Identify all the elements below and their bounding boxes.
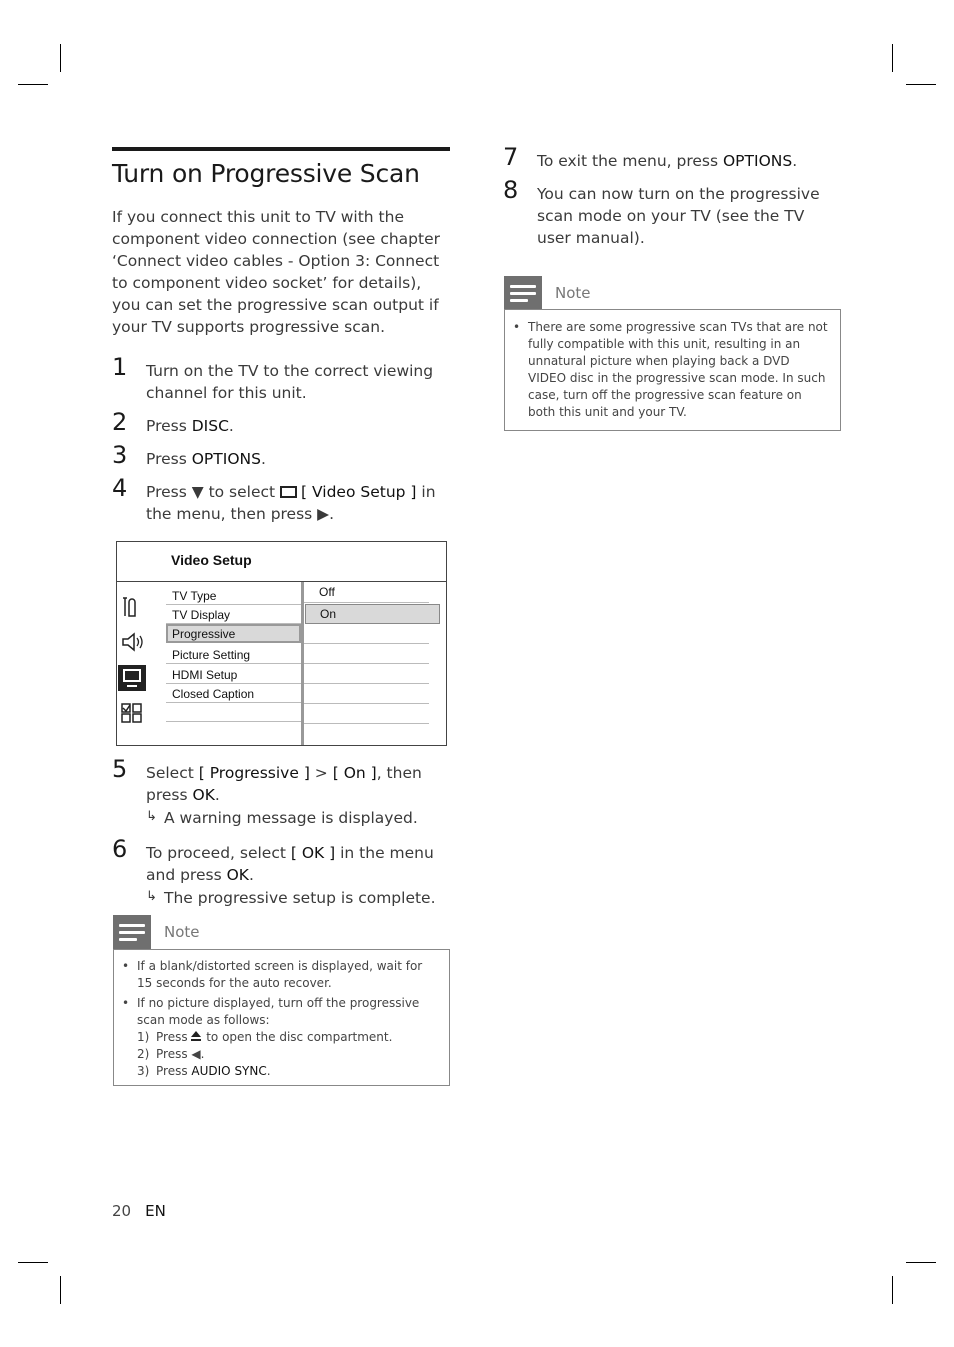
page-footer — [112, 1202, 166, 1220]
text: Select — [146, 764, 199, 782]
text: Press — [156, 1064, 192, 1078]
crop-mark — [60, 44, 61, 72]
menu-item-label: Picture Setting — [172, 648, 251, 662]
step-text — [146, 448, 266, 470]
text: . — [248, 866, 254, 884]
note-header — [113, 915, 450, 949]
option-empty — [304, 704, 429, 724]
audio-setup-icon[interactable] — [120, 631, 144, 653]
video-setup-menu — [116, 541, 447, 746]
key-options: OPTIONS — [191, 450, 261, 468]
key-options: OPTIONS — [722, 152, 793, 170]
result-arrow-icon: ↳ — [146, 809, 157, 824]
video-setup-icon[interactable] — [118, 665, 146, 691]
note-text: If no picture displayed, turn off the progressive scan mode as follows: — [137, 996, 420, 1027]
text: . — [214, 786, 220, 804]
text: . — [792, 152, 798, 170]
note-bullet — [114, 995, 439, 1080]
step-text — [146, 481, 452, 525]
menu-progressive: [ Progressive ] — [198, 764, 310, 782]
note-bullet — [505, 319, 830, 421]
crop-mark — [18, 84, 48, 85]
note-text: If a blank/distorted screen is displayed, wait for 15 seconds for the auto recover. — [137, 959, 423, 990]
menu-header — [117, 542, 446, 582]
option-empty — [304, 624, 429, 644]
video-setup-inline-icon — [280, 486, 297, 498]
result-text: The progressive setup is complete. — [164, 889, 436, 907]
sublist-item — [137, 1046, 439, 1063]
crop-mark — [60, 1276, 61, 1304]
page-title: Turn on Progressive Scan — [112, 147, 450, 188]
option-on-ref: [ On ] — [332, 764, 377, 782]
key-audio-sync: AUDIO SYNC — [191, 1064, 267, 1078]
step-result — [146, 807, 452, 831]
option-empty — [304, 644, 429, 664]
language-code: EN — [145, 1202, 166, 1220]
menu-ok: [ OK ] — [290, 844, 336, 862]
note-bullet — [114, 958, 439, 992]
option-label: On — [320, 607, 337, 621]
crop-mark — [906, 1262, 936, 1263]
option-label: Off — [319, 585, 335, 599]
note-header — [504, 276, 841, 310]
sublist-item — [137, 1029, 439, 1046]
note-icon — [504, 276, 542, 310]
text: , then press — [146, 764, 422, 804]
result-text: A warning message is displayed. — [164, 809, 418, 827]
menu-item-hdmi-setup[interactable] — [166, 665, 301, 684]
sublist-item — [137, 1063, 439, 1080]
page-number: 20 — [112, 1202, 132, 1220]
key-ok: OK — [192, 786, 215, 804]
menu-item-progressive[interactable] — [166, 624, 301, 643]
text: . — [266, 1064, 271, 1078]
text: Press — [156, 1030, 192, 1044]
text: Press — [146, 450, 192, 468]
crop-mark — [892, 44, 893, 72]
option-on[interactable] — [305, 604, 440, 624]
step-number: 8 — [503, 176, 519, 204]
menu-item-label: Progressive — [172, 627, 236, 641]
step-result — [146, 887, 452, 911]
menu-item-picture-setting[interactable] — [166, 645, 301, 664]
text: to open the disc compartment. — [202, 1030, 393, 1044]
step-text — [537, 150, 797, 172]
step-number: 7 — [503, 143, 519, 171]
intro-paragraph: If you connect this unit to TV with the component video connection (see chapter ‘Connect video cables - Option 3: Connect to component video socket’ for details), you can set the progressive scan output if your TV supports progressive scan. — [112, 208, 440, 336]
option-off[interactable] — [304, 583, 429, 603]
option-empty — [304, 664, 429, 684]
menu-item-label: HDMI Setup — [172, 668, 238, 682]
sublist-number: 2) — [137, 1047, 150, 1061]
general-setup-icon[interactable] — [120, 596, 144, 618]
text: in the menu and press — [146, 844, 434, 884]
eject-icon — [191, 1031, 202, 1042]
step-number: 4 — [112, 474, 128, 502]
menu-item-empty — [166, 703, 301, 722]
sublist-number: 3) — [137, 1064, 150, 1078]
text: To proceed, select — [146, 844, 291, 862]
note-box — [504, 309, 841, 431]
text: in the menu, then press ▶. — [146, 483, 436, 523]
note-text: There are some progressive scan TVs that are not fully compatible with this unit, resulting in an unnatural picture when playing back a DVD VIDEO disc in the progressive scan mode. In such case, turn off the progressive scan feature on both this unit and your TV. — [528, 320, 828, 419]
note-label: Note — [164, 923, 200, 941]
menu-video-setup: [ Video Setup ] — [301, 483, 417, 501]
note-box — [113, 949, 450, 1086]
note-icon — [113, 915, 151, 949]
note-label: Note — [555, 284, 591, 302]
text: To exit the menu, press — [537, 152, 723, 170]
text: Press ▼ to select — [146, 483, 281, 501]
text: . — [260, 450, 266, 468]
left-arrow-icon: ◀ — [191, 1047, 201, 1061]
key-disc: DISC — [191, 417, 229, 435]
sublist-number: 1) — [137, 1030, 150, 1044]
preference-setup-icon[interactable] — [120, 702, 144, 724]
menu-item-label: Closed Caption — [172, 687, 255, 701]
menu-title: Video Setup — [171, 552, 252, 568]
result-arrow-icon: ↳ — [146, 889, 157, 904]
option-empty — [304, 684, 429, 704]
step-text — [146, 762, 452, 831]
step-number: 2 — [112, 408, 128, 436]
note-sublist — [137, 1029, 439, 1080]
text: Press — [146, 417, 192, 435]
step-text: Turn on the TV to the correct viewing channel for this unit. — [146, 362, 434, 402]
step-text: You can now turn on the progressive scan mode on your TV (see the TV user manual). — [537, 185, 820, 247]
step-text — [146, 415, 234, 437]
crop-mark — [906, 84, 936, 85]
text: > — [309, 764, 333, 782]
text: . — [200, 1047, 205, 1061]
menu-item-label: TV Type — [172, 589, 217, 603]
step-number: 3 — [112, 441, 128, 469]
menu-item-closed-caption[interactable] — [166, 684, 301, 703]
step-number: 6 — [112, 835, 128, 863]
step-number: 5 — [112, 755, 128, 783]
menu-item-tv-type[interactable] — [166, 586, 301, 605]
crop-mark — [18, 1262, 48, 1263]
step-number: 1 — [112, 353, 128, 381]
text: Press — [156, 1047, 192, 1061]
menu-item-tv-display[interactable] — [166, 605, 301, 624]
text: . — [228, 417, 234, 435]
key-ok: OK — [226, 866, 249, 884]
menu-item-label: TV Display — [172, 608, 231, 622]
crop-mark — [892, 1276, 893, 1304]
step-text — [146, 842, 452, 911]
